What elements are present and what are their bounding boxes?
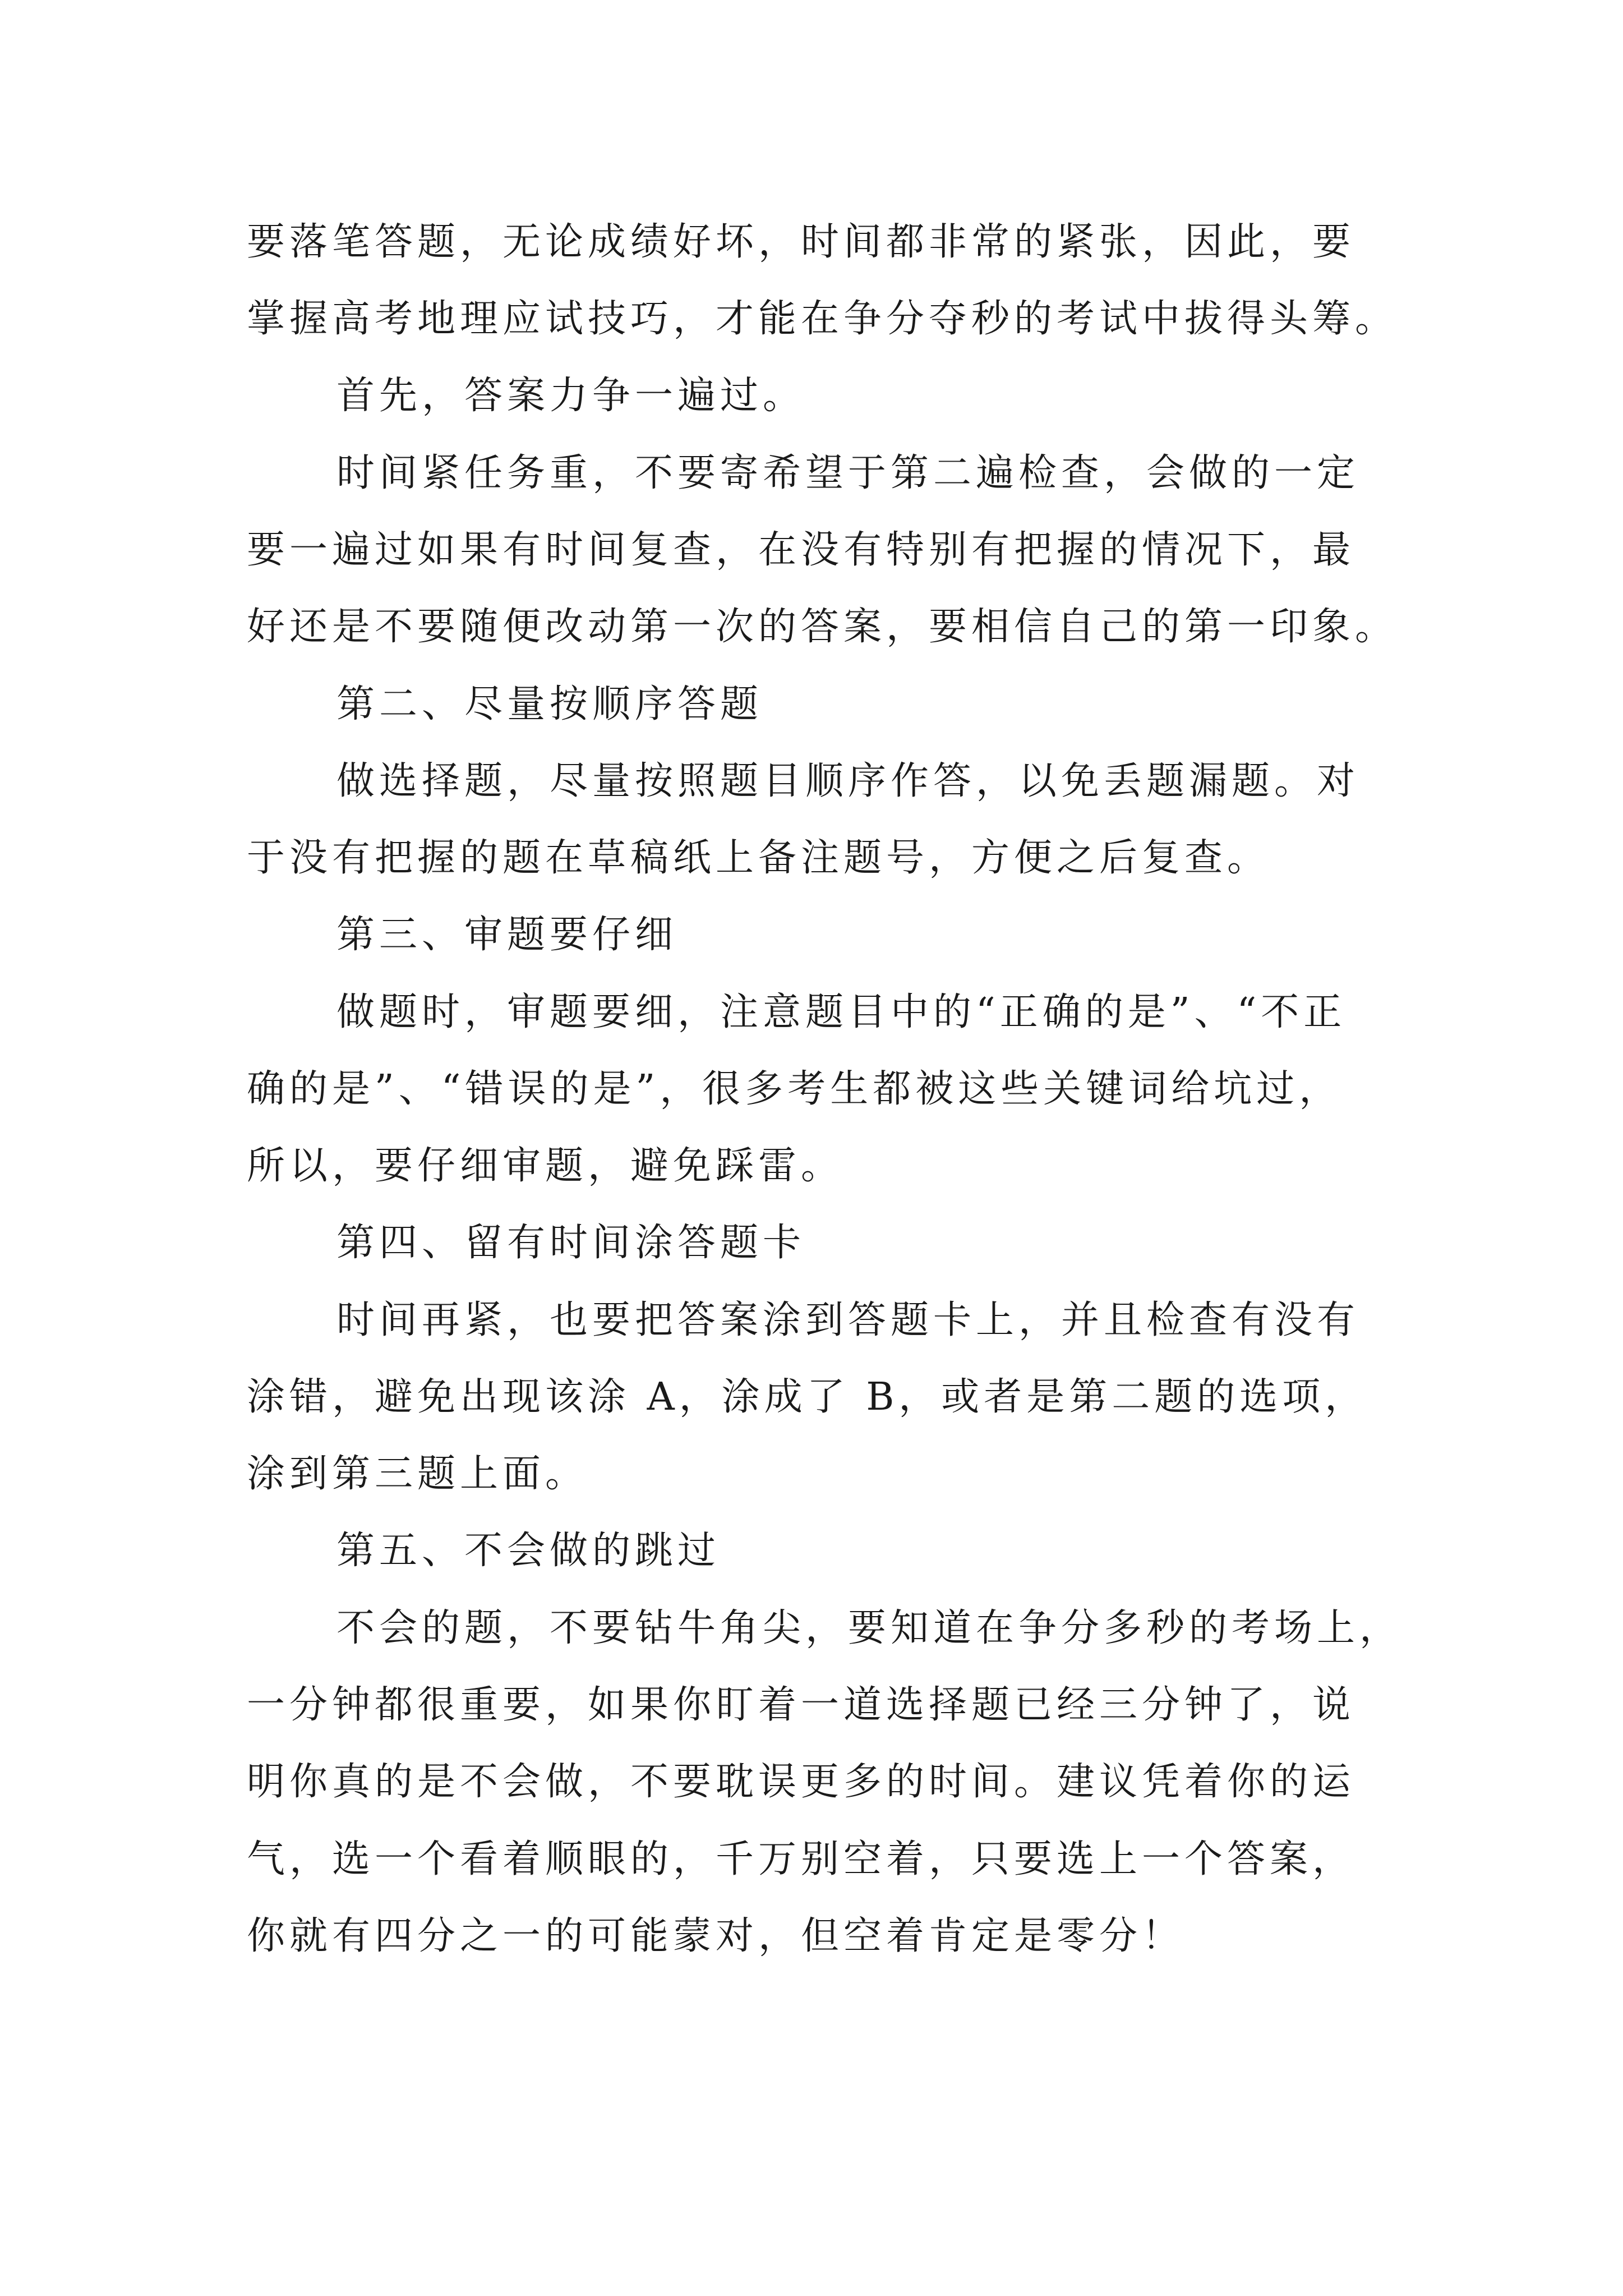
section-heading: 第三、审题要仔细 [336,913,678,957]
section-heading: 第五、不会做的跳过 [336,1529,721,1573]
text-line: 要落笔答题，无论成绩好坏，时间都非常的紧张，因此，要 [247,220,1355,264]
section-heading: 第四、留有时间涂答题卡 [336,1221,806,1265]
text-line: 确的是”、“错误的是”，很多考生都被这些关键词给坑过， [247,1067,1342,1111]
text-line: 你就有四分之一的可能蒙对，但空着肯定是零分！ [247,1914,1185,1958]
text-line: 时间紧任务重，不要寄希望于第二遍检查，会做的一定 [336,451,1360,495]
text-line: 涂错，避免出现该涂 A，涂成了 B，或者是第二题的选项， [247,1375,1368,1419]
text-line: 做选择题，尽量按照题目顺序作答，以免丢题漏题。对 [336,759,1360,803]
text-line: 时间再紧，也要把答案涂到答题卡上，并且检查有没有 [336,1298,1360,1342]
text-line: 掌握高考地理应试技巧，才能在争分夺秒的考试中拔得头筹。 [247,297,1398,341]
text-line: 一分钟都很重要，如果你盯着一道选择题已经三分钟了，说 [247,1683,1355,1727]
text-line: 做题时，审题要细，注意题目中的“正确的是”、“不正 [336,990,1347,1034]
text-line: 涂到第三题上面。 [247,1452,588,1496]
text-line: 所以，要仔细审题，避免踩雷。 [247,1144,844,1188]
text-line: 不会的题，不要钻牛角尖，要知道在争分多秒的考场上， [336,1606,1403,1650]
section-heading: 首先，答案力争一遍过。 [336,374,806,418]
text-line: 要一遍过如果有时间复查，在没有特别有把握的情况下，最 [247,528,1355,572]
text-line: 好还是不要随便改动第一次的答案，要相信自己的第一印象。 [247,605,1398,649]
text-line: 气，选一个看着顺眼的，千万别空着，只要选上一个答案， [247,1837,1355,1881]
section-heading: 第二、尽量按顺序答题 [336,682,763,726]
text-line: 明你真的是不会做，不要耽误更多的时间。建议凭着你的运 [247,1760,1355,1804]
text-line: 于没有把握的题在草稿纸上备注题号，方便之后复查。 [247,836,1270,880]
